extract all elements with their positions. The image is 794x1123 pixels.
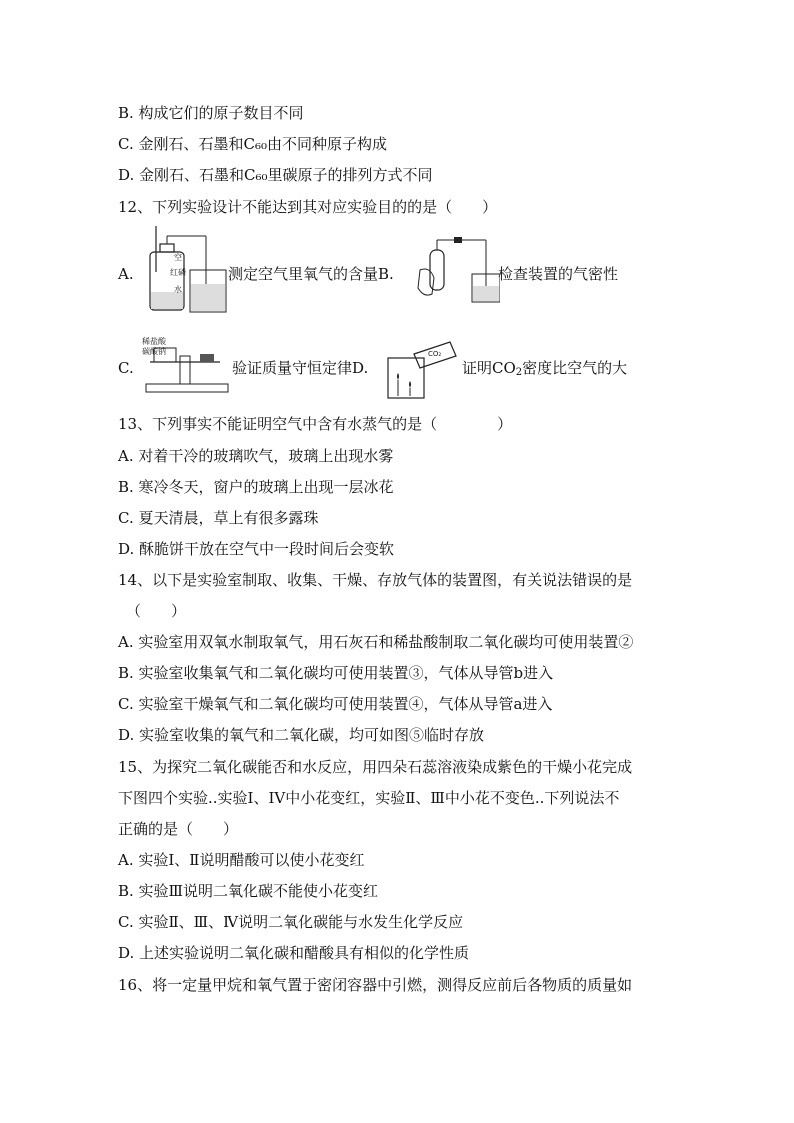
option-15-c: C. 实验Ⅱ、Ⅲ、Ⅳ说明二氧化碳能与水发生化学反应 <box>118 913 464 931</box>
option-13-c: C. 夏天清晨，草上有很多露珠 <box>118 509 319 527</box>
q12-c-label-carbonate: 碳酸钠 <box>142 347 166 356</box>
q12-a-apparatus-figure <box>140 222 228 316</box>
question-14-line-2: （ ） <box>126 602 187 620</box>
q12-d-caption-post: 密度比空气的大 <box>522 359 628 377</box>
question-15-line-1: 15、为探究二氧化碳能否和水反应，用四朵石蕊溶液染成紫色的干燥小花完成 <box>118 758 633 776</box>
q12-a-label-water: 水 <box>174 285 182 294</box>
option-11-c: C. 金刚石、石墨和C₆₀由不同种原子构成 <box>118 135 387 153</box>
q12-a-label-air: 空 <box>174 253 182 262</box>
option-14-d: D. 实验室收集的氧气和二氧化碳，均可如图⑤临时存放 <box>118 726 485 744</box>
q12-d-caption-pre: 证明CO <box>462 359 516 377</box>
q12-option-a-caption: 测定空气里氧气的含量B. <box>228 265 394 283</box>
option-15-a: A. 实验Ⅰ、Ⅱ说明醋酸可以使小花变红 <box>118 851 365 869</box>
option-14-c: C. 实验室干燥氧气和二氧化碳均可使用装置④，气体从导管a进入 <box>118 695 553 713</box>
q12-option-b-caption: 检查装置的气密性 <box>498 265 619 283</box>
option-14-b: B. 实验室收集氧气和二氧化碳均可使用装置③，气体从导管b进入 <box>118 664 554 682</box>
question-13: 13、下列事实不能证明空气中含有水蒸气的是（ ） <box>118 415 513 433</box>
q12-c-balance-figure <box>140 336 232 396</box>
option-13-b: B. 寒冷冬天，窗户的玻璃上出现一层冰花 <box>118 478 394 496</box>
option-14-a: A. 实验室用双氧水制取氧气，用石灰石和稀盐酸制取二氧化碳均可使用装置② <box>118 633 634 651</box>
q12-d-co2-beaker-figure <box>384 336 458 400</box>
option-13-d: D. 酥脆饼干放在空气中一段时间后会变软 <box>118 540 395 558</box>
option-13-a: A. 对着干冷的玻璃吹气，玻璃上出现水雾 <box>118 447 394 465</box>
question-15-line-3: 正确的是（ ） <box>118 820 239 838</box>
q12-option-c-caption: 验证质量守恒定律D. <box>232 359 369 377</box>
q12-a-label-phosphorus: 红磷 <box>170 268 186 277</box>
q12-d-label-co2: CO₂ <box>428 350 442 358</box>
option-15-b: B. 实验Ⅲ说明二氧化碳不能使小花变红 <box>118 882 379 900</box>
option-15-d: D. 上述实验说明二氧化碳和醋酸具有相似的化学性质 <box>118 944 470 962</box>
question-14-line-1: 14、以下是实验室制取、收集、干燥、存放气体的装置图，有关说法错误的是 <box>118 571 633 589</box>
q12-b-airtightness-figure <box>410 234 500 306</box>
q12-option-d-caption <box>462 358 627 378</box>
option-11-b: B. 构成它们的原子数目不同 <box>118 104 304 122</box>
q12-c-label-acid: 稀盐酸 <box>142 337 166 346</box>
question-16: 16、将一定量甲烷和氧气置于密闭容器中引燃，测得反应前后各物质的质量如 <box>118 976 633 994</box>
q12-option-c-letter: C. <box>118 359 134 377</box>
q12-d-caption-sub: 2 <box>515 367 523 378</box>
question-15-line-2: 下图四个实验..实验I、IV中小花变红，实验Ⅱ、Ⅲ中小花不变色..下列说法不 <box>118 789 620 807</box>
q12-option-a-letter: A. <box>118 265 134 283</box>
option-11-d: D. 金刚石、石墨和C₆₀里碳原子的排列方式不同 <box>118 166 433 184</box>
question-12: 12、下列实验设计不能达到其对应实验目的的是（ ） <box>118 198 498 216</box>
